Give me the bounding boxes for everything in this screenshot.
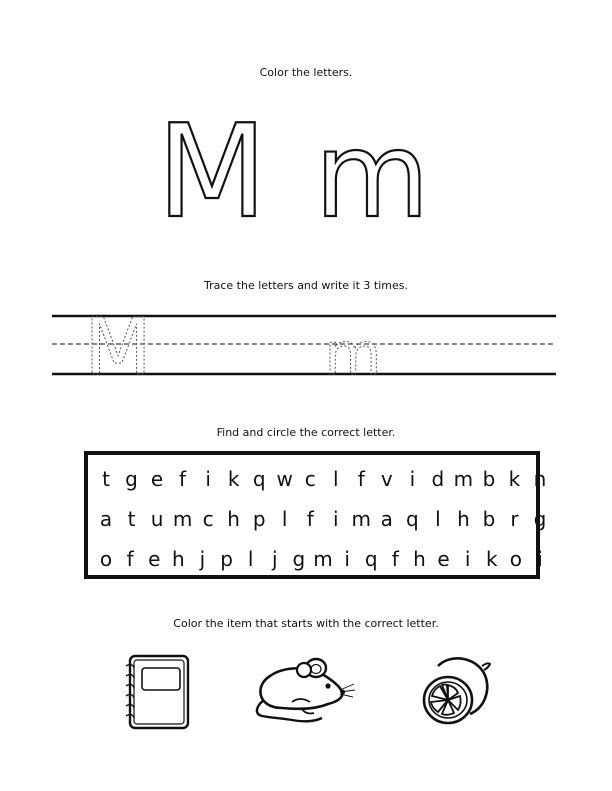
grid-letter[interactable]: d [431, 467, 445, 491]
grid-letter[interactable]: n [533, 467, 547, 491]
mouse-icon [252, 656, 356, 724]
grid-letter[interactable]: l [435, 507, 441, 531]
grid-letter[interactable]: r [510, 507, 519, 531]
outline-letter-lower: m [314, 108, 430, 228]
grid-letter[interactable]: f [179, 467, 187, 491]
grid-letter[interactable]: a [99, 507, 113, 531]
grid-letter[interactable]: b [482, 507, 496, 531]
lemon-icon [418, 652, 492, 728]
grid-letter[interactable]: i [464, 547, 471, 571]
grid-letter[interactable]: e [148, 547, 161, 571]
grid-letter[interactable]: e [437, 547, 450, 571]
grid-letter[interactable]: p [252, 507, 266, 531]
grid-letter[interactable]: h [457, 507, 470, 531]
grid-letter[interactable]: k [485, 547, 498, 571]
grid-letter[interactable]: c [202, 507, 214, 531]
instruction-color-letters: Color the letters. [259, 66, 353, 79]
grid-letter[interactable]: b [482, 467, 496, 491]
grid-letter[interactable]: o [509, 547, 522, 571]
grid-letter[interactable]: i [537, 547, 543, 571]
grid-letter[interactable]: i [205, 467, 211, 491]
grid-letter[interactable]: e [150, 467, 164, 491]
grid-letter[interactable]: c [304, 467, 316, 491]
grid-letter[interactable]: q [364, 547, 378, 571]
grid-letter[interactable]: h [227, 507, 240, 531]
grid-letter[interactable]: h [413, 547, 426, 571]
grid-letter[interactable]: m [313, 547, 333, 571]
grid-letter[interactable]: j [199, 547, 206, 571]
outlined-letters [150, 108, 440, 228]
grid-letter[interactable]: g [125, 467, 138, 491]
letter-grid [84, 451, 547, 579]
grid-letter[interactable]: w [276, 467, 293, 491]
grid-letter[interactable]: i [409, 467, 416, 491]
grid-letter[interactable]: m [453, 467, 474, 491]
grid-letter[interactable]: g [533, 507, 547, 531]
grid-letter[interactable]: f [391, 547, 399, 571]
grid-letter[interactable]: u [150, 507, 164, 531]
letter-grid-row [88, 544, 543, 574]
instruction-trace: Trace the letters and write it 3 times. [204, 279, 408, 292]
grid-letter[interactable]: m [172, 507, 193, 531]
grid-letter[interactable]: i [332, 507, 339, 531]
instruction-find: Find and circle the correct letter. [216, 426, 396, 439]
grid-letter[interactable]: t [127, 507, 136, 531]
grid-letter[interactable]: g [292, 547, 306, 571]
outline-letter-upper: M [156, 108, 268, 228]
trace-letter-upper: M [84, 310, 152, 382]
grid-letter[interactable]: i [344, 547, 350, 571]
grid-letter[interactable]: t [102, 467, 110, 491]
grid-letter[interactable]: l [281, 507, 288, 531]
grid-letter[interactable]: j [271, 547, 278, 571]
grid-letter[interactable]: f [306, 507, 314, 531]
letter-grid-row [88, 504, 547, 534]
grid-letter[interactable]: l [332, 467, 339, 491]
letter-grid-row [88, 464, 547, 494]
notebook-icon [124, 654, 192, 730]
grid-letter[interactable]: q [405, 507, 419, 531]
grid-letter[interactable]: k [227, 467, 240, 491]
grid-letter[interactable]: p [220, 547, 233, 571]
instruction-color-item: Color the item that starts with the correct letter. [173, 617, 439, 630]
grid-letter[interactable]: k [508, 467, 521, 491]
grid-letter[interactable]: q [252, 467, 266, 491]
grid-letter[interactable]: f [357, 467, 365, 491]
trace-letter-lower: m [324, 320, 382, 382]
grid-letter[interactable]: l [247, 547, 254, 571]
grid-letter[interactable]: h [171, 547, 185, 571]
grid-letter[interactable]: v [380, 467, 393, 491]
tracing-lines [52, 310, 558, 382]
grid-letter[interactable]: f [126, 547, 134, 571]
grid-letter[interactable]: a [380, 507, 393, 531]
grid-letter[interactable]: m [351, 507, 372, 531]
grid-letter[interactable]: o [99, 547, 113, 571]
